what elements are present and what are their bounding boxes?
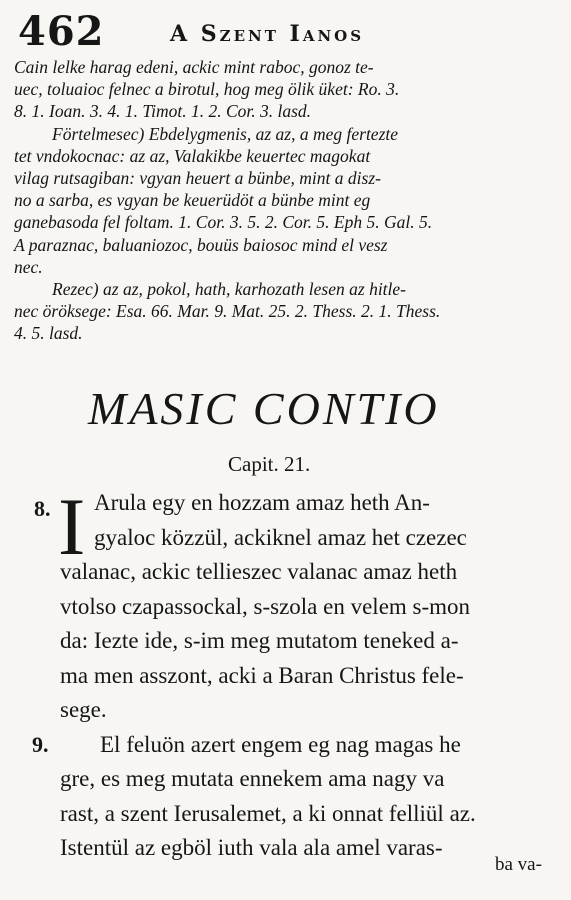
verse-number-9: 9. [32, 732, 49, 757]
text-line: vtolso czapassockal, s-szola en velem s-mon [60, 593, 471, 619]
commentary-notes [14, 56, 554, 345]
chapter-title: MASIC CONTIO [88, 383, 440, 434]
text-line: da: Iezte ide, s-im meg mutatom teneked a- [60, 628, 459, 653]
note-line: vilag rutsagiban: vgyan heuert a bünbe, mint a disz- [14, 168, 381, 189]
note-line: nec öröksege: Esa. 66. Mar. 9. Mat. 25. 2. Thess. 2. 1. Thess. [14, 301, 441, 322]
text-line: El feluön azert engem eg nag magas he [100, 731, 461, 757]
note-line: Rezec) az az, pokol, hath, karhozath lesen az hitle- [52, 279, 406, 300]
note-line: no a sarba, es vgyan be keuerüdöt a bünbe mint eg [14, 190, 371, 211]
note-line: Cain lelke harag edeni, ackic mint raboc, gonoz te- [14, 57, 374, 77]
catchword: ba va- [495, 854, 542, 875]
text-line: gyaloc közzül, ackiknel amaz het czezec [94, 524, 467, 550]
drop-cap: I [58, 481, 86, 572]
note-line: nec. [14, 256, 43, 277]
running-title: A Szent Ianos [170, 21, 365, 47]
text-line: rast, a szent Ierusalemet, a ki onnat felliül az. [60, 800, 476, 826]
text-line: ma men asszont, acki a Baran Christus fele- [60, 662, 464, 688]
verse-number-8: 8. [34, 496, 51, 521]
note-line: A paraznac, baluaniozoc, bouüs baiosoc mind el vesz [14, 234, 388, 255]
page-number: 462 [18, 8, 105, 55]
text-line: gre, es meg mutata ennekem ama nagy va [60, 766, 445, 791]
chapter-subtitle: Capit. 21. [228, 452, 311, 476]
text-line: valanac, ackic tellieszec valanac amaz heth [60, 559, 458, 584]
note-line: Förtelmesec) Ebdelygmenis, az az, a meg fertezte [52, 123, 399, 144]
text-line: Arula egy en hozzam amaz heth An- [94, 490, 430, 515]
note-line: ganebasoda fel foltam. 1. Cor. 3. 5. 2. Cor. 5. Eph 5. Gal. 5. [14, 212, 433, 233]
note-line: tet vndokocnac: az az, Valakikbe keuertec magokat [14, 145, 371, 166]
text-line: sege. [60, 697, 107, 722]
scripture-text [58, 481, 560, 866]
note-line: 4. 5. lasd. [14, 323, 83, 344]
note-line: uec, toluaioc felnec a birotul, hog meg ölik üket: Ro. 3. [14, 79, 400, 100]
text-line: Istentül az egböl iuth vala ala amel varas- [60, 835, 443, 860]
page-header [10, 8, 555, 55]
note-line: 8. 1. Ioan. 3. 4. 1. Timot. 1. 2. Cor. 3. lasd. [14, 101, 312, 122]
